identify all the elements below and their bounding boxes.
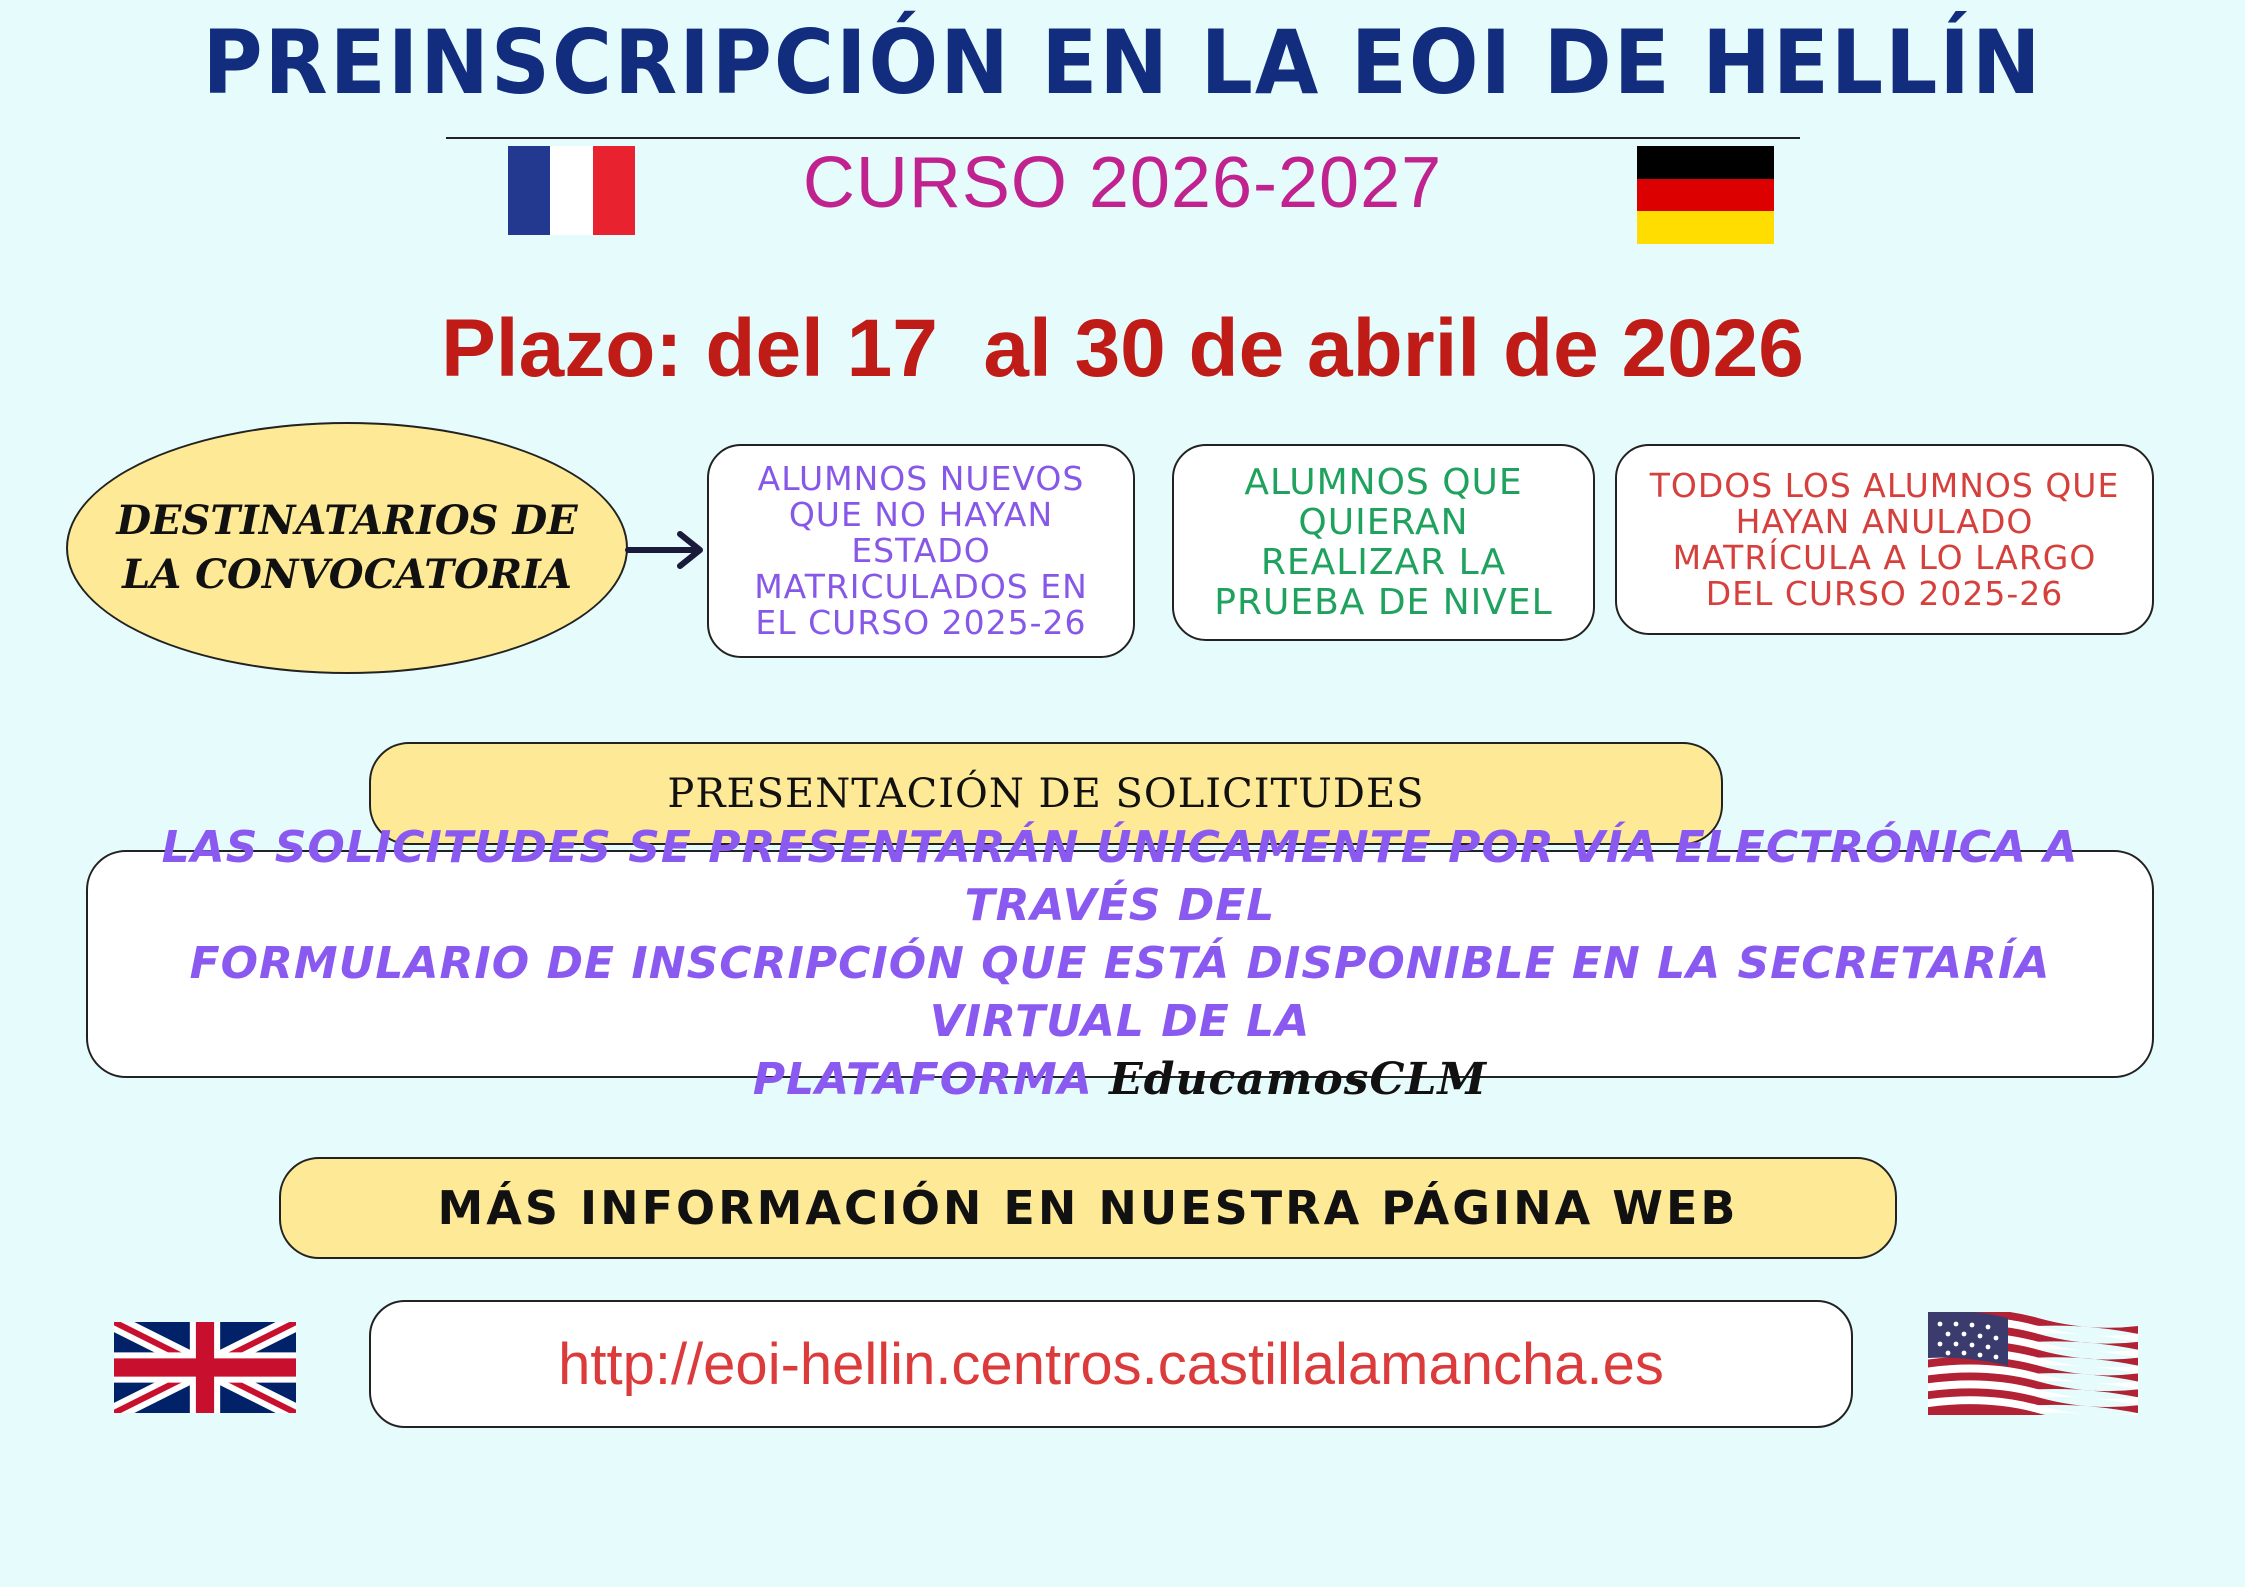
recipients-label xyxy=(66,422,628,674)
recipient-card-cancelled-enrolment xyxy=(1615,444,2154,635)
card-line: ESTADO xyxy=(851,531,991,570)
recipient-card-level-test xyxy=(1172,444,1595,641)
recipient-card-new-students xyxy=(707,444,1135,658)
website-link[interactable]: http://eoi-hellin.centros.castillalamancha.es xyxy=(369,1300,1853,1428)
card-line: QUE NO HAYAN xyxy=(788,495,1054,534)
title-divider xyxy=(446,137,1800,139)
submission-line3 xyxy=(118,1051,2122,1109)
course-subtitle: CURSO 2026-2027 xyxy=(802,143,1443,223)
card-line: TODOS LOS ALUMNOS QUE xyxy=(1649,465,2120,505)
platform-name: EducamosCLM xyxy=(1109,1054,1488,1105)
card-line: ALUMNOS NUEVOS xyxy=(757,459,1085,498)
card-line: QUIERAN xyxy=(1298,501,1469,543)
deadline-text: Plazo: del 17 al 30 de abril de 2026 xyxy=(441,303,1804,394)
submission-heading: PRESENTACIÓN DE SOLICITUDES xyxy=(369,742,1723,845)
recipients-label-line1: DESTINATARIOS DE xyxy=(116,497,578,544)
submission-line2: FORMULARIO DE INSCRIPCIÓN QUE ESTÁ DISPONIBLE EN LA SECRETARÍA VIRTUAL DE LA xyxy=(189,938,2051,1047)
recipients-label-line2: LA CONVOCATORIA xyxy=(122,551,572,598)
card-line: REALIZAR LA xyxy=(1260,541,1507,583)
uk-flag-icon xyxy=(114,1322,296,1413)
card-line: HAYAN ANULADO xyxy=(1735,501,2034,541)
usa-flag-icon xyxy=(1928,1312,2138,1415)
page-title: PREINSCRIPCIÓN EN LA EOI DE HELLÍN xyxy=(202,12,2043,115)
card-line: MATRICULADOS EN xyxy=(754,567,1088,606)
card-line: DEL CURSO 2025-26 xyxy=(1705,573,2064,613)
submission-info-box xyxy=(86,822,2154,1105)
germany-flag-icon xyxy=(1637,146,1774,244)
submission-line1: LAS SOLICITUDES SE PRESENTARÁN ÚNICAMENTE POR VÍA ELECTRÓNICA A TRAVÉS DEL xyxy=(161,822,2079,931)
card-line: PRUEBA DE NIVEL xyxy=(1214,581,1553,623)
right-arrow-icon xyxy=(624,530,706,570)
more-info-heading: MÁS INFORMACIÓN EN NUESTRA PÁGINA WEB xyxy=(279,1157,1897,1259)
card-line: ALUMNOS QUE xyxy=(1244,461,1523,503)
submission-line3-prefix: PLATAFORMA xyxy=(752,1054,1093,1105)
card-line: EL CURSO 2025-26 xyxy=(755,603,1087,642)
card-line: MATRÍCULA A LO LARGO xyxy=(1672,537,2097,577)
